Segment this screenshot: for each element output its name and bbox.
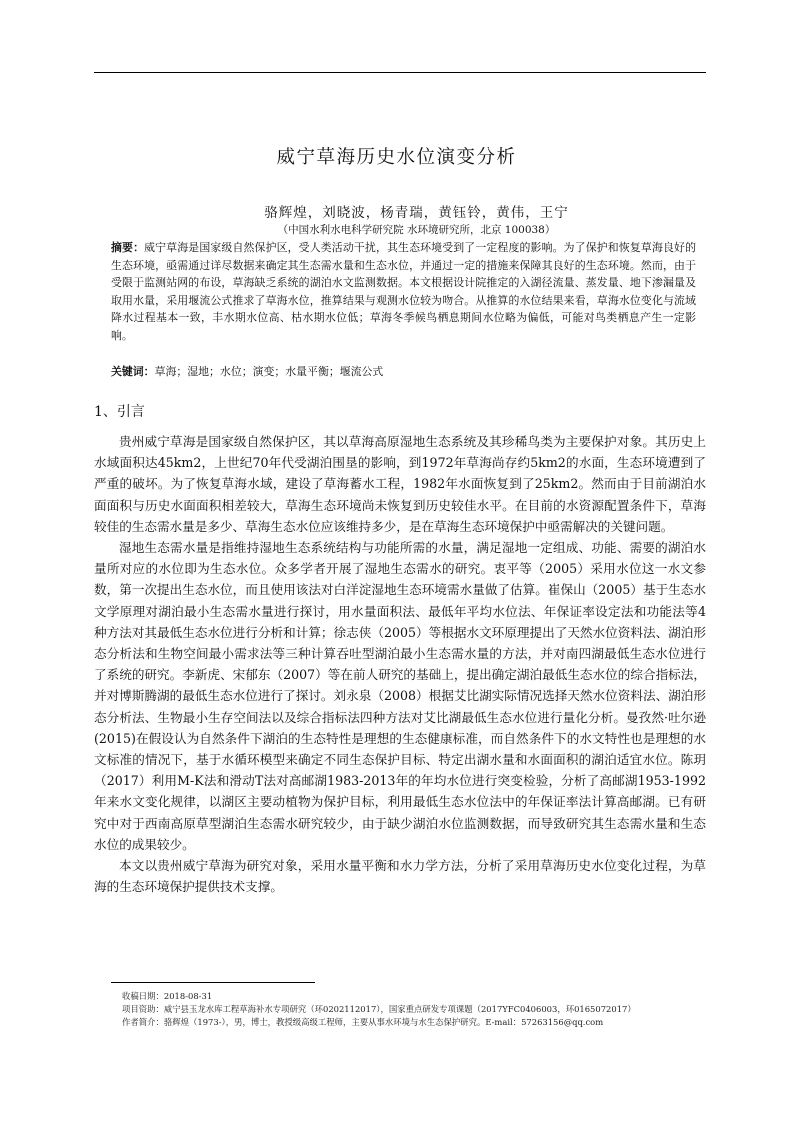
footnote-author: 作者简介：骆辉煌（1973-），男，博士，教授级高级工程师，主要从事水环境与水生态保护研究。E-mail：57263156@qq.com [122,1017,604,1027]
paragraph: 本文以贵州威宁草海为研究对象，采用水量平衡和水力学方法，分析了采用草海历史水位变化过程，为草海的生态环境保护提供技术支撑。 [94,858,706,895]
paragraph: 湿地生态需水量是指维持湿地生态系统结构与功能所需的水量，满足湿地一定组成、功能、需要的湖泊水量所对应的水位即为生态水位。众多学者开展了湿地生态需水的研究。衷平等（2005）采用水位这一水文参数，第一次提出生态水位，而且使用该法对白洋淀湿地生态环境需水量做了估算。崔保山（2005）基于生态水文学原理对湖泊最小生态需水量进行探讨，用水量面积法、最低年平均水位法、年保证率设定法和功能法等4种方法对其最低生态水位进行分析和计算；徐志侠（2005）等根据水文环原理提出了天然水位资料法、湖泊形态分析法和生物空间最小需求法等三种计算吞吐型湖泊最小生态需水量的方法，并对南四湖最低生态水位进行了系统的研究。李新虎、宋郁东（2007）等在前人研究的基础上，提出确定湖泊最低生态水位的综合指标法，并对博斯腾湖的最低生态水位进行了探讨。刘永泉（2008）根据艾比湖实际情况选择天然水位资料法、湖泊形态分析法、生物最小生存空间法以及综合指标法四种方法对艾比湖最低生态水位进行量化分析。曼孜然·吐尔逊(2015)在假设认为自然条件下湖泊的生态特性是理想的生态健康标准，而自然条件下的水文特性也是理想的水文标准的情况下，基于水循环模型来确定不同生态保护目标、特定出湖水量和水面面积的湖泊适宜水位。陈玥（2017）利用M-K法和滑动T法对高邮湖1983-2013年的年均水位进行突变检验，分析了高邮湖1953-1992 年来水文变化规律，以湖区主要动植物为保护目标，利用最低生态水位法中的年保证率法计算高邮湖。已有研究中对于西南高原草型湖泊生态需水研究较少，由于缺少湖泊水位监测数据，而导致研究其生态需水量和生态水位的成果较少。 [94,540,706,852]
footnote-funding: 项目资助：威宁县玉龙水库工程草海补水专项研究（环0202112017），国家重点研发专项课题（2017YFC0406003，环0165072017） [122,1004,636,1014]
keywords [111,363,696,381]
header-rule [94,72,706,73]
keywords-text: 草海；湿地；水位；演变；水量平衡；堰流公式 [154,365,384,378]
affiliation: （中国水利水电科学研究院 水环境研究所，北京 100038） [277,224,556,236]
footnotes [122,990,702,1029]
paragraph: 贵州威宁草海是国家级自然保护区，其以草海高原湿地生态系统及其珍稀鸟类为主要保护对象。其历史上水域面积达45km2，上世纪70年代受湖泊围垦的影响，到1972年草海尚存约5km2的水面，生态环境遭到了严重的破坏。为了恢复草海水域，建设了草海蓄水工程，1982年水面恢复到了25km2。然而由于目前湖泊水面面积与历史水面面积相差较大，草海生态环境尚未恢复到历史较佳水平。在目前的水资源配置条件下，草海较佳的生态需水量是多少、草海生态水位应该维持多少，是在草海生态环境保护中亟需解决的关键问题。 [94,434,706,534]
abstract-text: 威宁草海是国家级自然保护区，受人类活动干扰，其生态环境受到了一定程度的影响。为了保护和恢复草海良好的生态环境，亟需通过详尽数据来确定其生态需水量和生态水位，并通过一定的措施来保障其良好的生态环境。然而，由于受限于监测站网的布设，草海缺乏系统的湖泊水文监测数据。本文根据设计院推定的入湖径流量、蒸发量、地下渗漏量及取用水量，采用堰流公式推求了草海水位，推算结果与观测水位较为吻合。从推算的水位结果来看，草海水位变化与流域降水过程基本一致，丰水期水位高、枯水期水位低；草海冬季候鸟栖息期间水位略为偏低，可能对鸟类栖息产生一定影响。 [111,241,696,342]
footnote-rule [111,982,315,983]
paper-title: 威宁草海历史水位演变分析 [276,147,517,168]
keywords-label: 关键词： [111,365,155,378]
section-heading: 1、引言 [94,404,145,420]
abstract [111,239,696,345]
body-text [94,431,706,897]
footnote-received: 收稿日期：2018-08-31 [122,991,213,1001]
author-list: 骆辉煌，刘晓波，杨青瑞，黄钰铃，黄伟，王宁 [264,205,569,221]
abstract-label: 摘要： [111,241,145,254]
